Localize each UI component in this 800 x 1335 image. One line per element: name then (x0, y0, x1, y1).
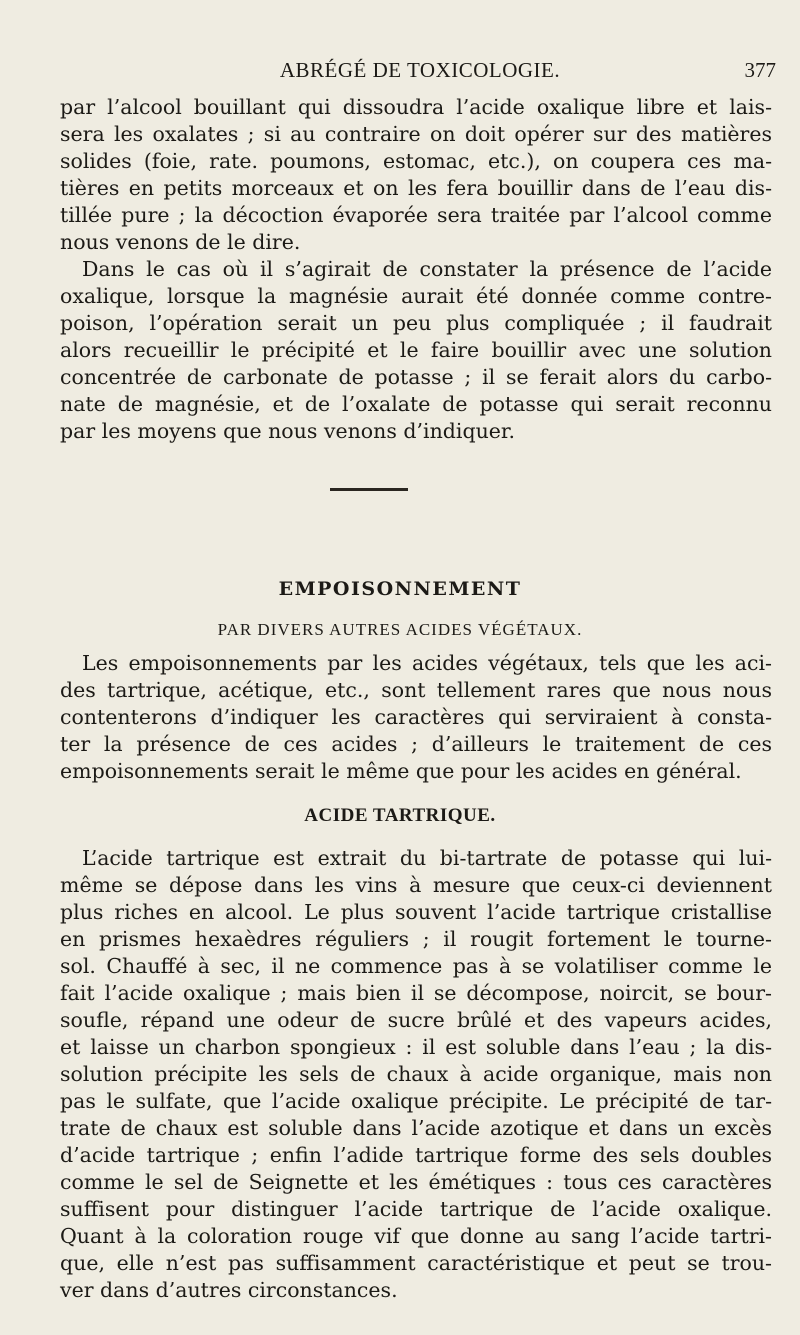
text-line: en prismes hexaèdres réguliers ; il rougit fortement le tourne- (60, 927, 772, 951)
text-line: suffisent pour distinguer l’acide tartrique de l’acide oxalique. (60, 1197, 772, 1221)
section-subheading: PAR DIVERS AUTRES ACIDES VÉGÉTAUX. (217, 620, 583, 639)
text-line: soufle, répand une odeur de sucre brûlé et des vapeurs acides, (60, 1008, 772, 1032)
section-heading: EMPOISONNEMENT (278, 578, 522, 600)
text-line: alors recueillir le précipité et le faire bouillir avec une solution (60, 338, 772, 362)
text-line: par l’alcool bouillant qui dissoudra l’acide oxalique libre et lais- (60, 95, 772, 119)
subsection-heading: ACIDE TARTRIQUE. (304, 805, 496, 826)
text-line: fait l’acide oxalique ; mais bien il se décompose, noircit, se bour- (60, 981, 772, 1005)
text-line: contenterons d’indiquer les caractères qui serviraient à consta- (60, 705, 772, 729)
text-line: sol. Chauffé à sec, il ne commence pas à se volatiliser comme le (60, 954, 772, 978)
text-line: pas le sulfate, que l’acide oxalique précipite. Le précipité de tar- (60, 1089, 772, 1113)
text-line: ver dans d’autres circonstances. (60, 1278, 398, 1302)
text-line: concentrée de carbonate de potasse ; il se ferait alors du carbo- (60, 365, 772, 389)
text-line: solides (foie, rate. poumons, estomac, etc.), on coupera ces ma- (60, 149, 772, 173)
text-line: empoisonnements serait le même que pour les acides en général. (60, 759, 742, 783)
text-line: L’acide tartrique est extrait du bi-tartrate de potasse qui lui- (82, 846, 772, 870)
text-line: Dans le cas où il s’agirait de constater la présence de l’acide (82, 257, 772, 281)
text-line: tillée pure ; la décoction évaporée sera traitée par l’alcool comme (60, 203, 772, 227)
paragraph-acides-vegetaux (60, 650, 772, 785)
text-line: nate de magnésie, et de l’oxalate de potasse qui serait reconnu (60, 392, 772, 416)
text-line: Quant à la coloration rouge vif que donne au sang l’acide tartri- (60, 1224, 772, 1248)
text-line: trate de chaux est soluble dans l’acide azotique et dans un excès (60, 1116, 772, 1140)
text-line: même se dépose dans les vins à mesure que ceux-ci deviennent (60, 873, 772, 897)
text-line: sera les oxalates ; si au contraire on doit opérer sur des matières (60, 122, 772, 146)
text-line: d’acide tartrique ; enfin l’adide tartrique forme des sels doubles (60, 1143, 772, 1167)
paragraph-acide-tartrique (60, 845, 772, 1304)
text-line: tières en petits morceaux et on les fera bouillir dans de l’eau dis- (60, 176, 772, 200)
page-number: 377 (744, 58, 776, 82)
paragraph-alcool (60, 94, 772, 445)
text-line: que, elle n’est pas suffisamment caractéristique et peut se trou- (60, 1251, 772, 1275)
text-line: solution précipite les sels de chaux à acide organique, mais non (60, 1062, 772, 1086)
running-title: ABRÉGÉ DE TOXICOLOGIE. (279, 58, 561, 82)
text-line: comme le sel de Seignette et les émétiques : tous ces caractères (60, 1170, 772, 1194)
text-line: et laisse un charbon spongieux : il est soluble dans l’eau ; la dis- (60, 1035, 772, 1059)
text-line: poison, l’opération serait un peu plus compliquée ; il faudrait (60, 311, 772, 335)
text-line: des tartrique, acétique, etc., sont tellement rares que nous nous (60, 678, 772, 702)
text-line: plus riches en alcool. Le plus souvent l’acide tartrique cristallise (60, 900, 772, 924)
text-line: Les empoisonnements par les acides végétaux, tels que les aci- (82, 651, 772, 675)
text-line: ter la présence de ces acides ; d’ailleurs le traitement de ces (60, 732, 772, 756)
running-head (60, 58, 780, 84)
text-line: par les moyens que nous venons d’indiquer. (60, 419, 515, 443)
text-line: nous venons de le dire. (60, 230, 301, 254)
text-line: oxalique, lorsque la magnésie aurait été donnée comme contre- (60, 284, 772, 308)
section-divider-rule (330, 488, 408, 491)
